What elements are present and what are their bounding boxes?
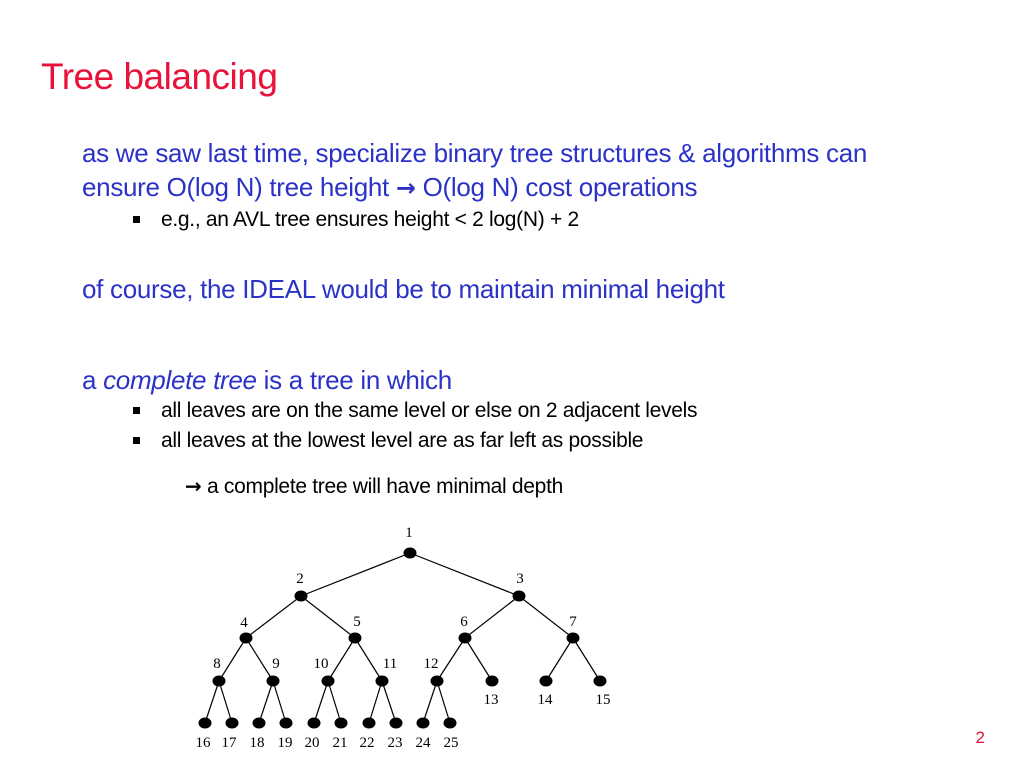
tree-node-label: 10 [313, 656, 329, 672]
tree-node [335, 718, 348, 729]
tree-node [376, 676, 389, 687]
tree-edge [546, 638, 573, 681]
tree-node-label: 12 [423, 656, 439, 672]
bullet-text: e.g., an AVL tree ensures height < 2 log(N) + 2 [161, 208, 579, 231]
tree-node [213, 676, 226, 687]
paragraph-line-2-end: O(log N) cost operations [415, 172, 698, 202]
conclusion-text: a complete tree will have minimal depth [201, 475, 563, 498]
tree-edge [205, 681, 219, 723]
tree-node-label: 20 [304, 735, 320, 751]
tree-node-label: 18 [249, 735, 265, 751]
tree-edge [465, 596, 519, 638]
tree-node-label: 22 [359, 735, 375, 751]
tree-node-label: 13 [483, 692, 499, 708]
tree-node [431, 676, 444, 687]
tree-node-label: 24 [415, 735, 431, 751]
tree-node-label: 11 [382, 656, 398, 672]
tree-node-label: 6 [460, 614, 468, 630]
tree-edge [328, 638, 355, 681]
tree-edge [573, 638, 600, 681]
tree-node [226, 718, 239, 729]
paragraph-line-1: as we saw last time, specialize binary tree structures & algorithms can [82, 138, 868, 168]
tree-node [444, 718, 457, 729]
tree-node-label: 25 [443, 735, 459, 751]
tree-node [513, 591, 526, 602]
tree-node-label: 14 [537, 692, 553, 708]
tree-node-label: 2 [296, 571, 304, 587]
tree-node [404, 548, 417, 559]
tree-node [486, 676, 499, 687]
tree-node-label: 17 [221, 735, 237, 751]
tree-edge [273, 681, 286, 723]
tree-edge [246, 596, 301, 638]
tree-edge [246, 638, 273, 681]
tree-node [459, 633, 472, 644]
tree-node-label: 8 [213, 656, 221, 672]
emphasis-term: complete tree [103, 365, 257, 395]
tree-node [240, 633, 253, 644]
tree-node [363, 718, 376, 729]
tree-node [322, 676, 335, 687]
tree-edge [423, 681, 437, 723]
tree-node [567, 633, 580, 644]
tree-node [280, 718, 293, 729]
tree-edge [219, 638, 246, 681]
tree-node-label: 16 [195, 735, 211, 751]
tree-node [417, 718, 430, 729]
tree-node [267, 676, 280, 687]
bullet-text: all leaves at the lowest level are as far left as possible [161, 429, 644, 452]
page-number: 2 [975, 728, 985, 747]
tree-edge [314, 681, 328, 723]
tree-node-label: 1 [405, 525, 413, 541]
tree-edge [382, 681, 396, 723]
right-arrow-icon: → [185, 474, 202, 498]
tree-edge [519, 596, 573, 638]
paragraph-text: is a tree in which [256, 365, 452, 395]
tree-node [199, 718, 212, 729]
tree-node-label: 23 [387, 735, 403, 751]
tree-edge [465, 638, 492, 681]
tree-edge [301, 553, 410, 596]
tree-edge [301, 596, 355, 638]
tree-edge [219, 681, 232, 723]
paragraph-text: a [82, 365, 104, 395]
tree-node [308, 718, 321, 729]
tree-node-label: 21 [332, 735, 348, 751]
tree-edge [437, 638, 465, 681]
tree-node-label: 7 [569, 614, 577, 630]
tree-edge [437, 681, 450, 723]
paragraph-ideal: of course, the IDEAL would be to maintain minimal height [82, 274, 725, 304]
tree-labels [196, 525, 611, 751]
tree-node [594, 676, 607, 687]
tree-node [540, 676, 553, 687]
tree-node [390, 718, 403, 729]
tree-edge [259, 681, 273, 723]
slide-title: Tree balancing [41, 56, 278, 97]
right-arrow-icon: → [395, 174, 416, 202]
tree-edge [328, 681, 341, 723]
tree-edge [355, 638, 382, 681]
tree-node-label: 5 [353, 614, 361, 630]
tree-node [295, 591, 308, 602]
tree-node-label: 9 [272, 656, 280, 672]
tree-node-label: 15 [595, 692, 611, 708]
tree-node [253, 718, 266, 729]
tree-node [349, 633, 362, 644]
tree-node-label: 4 [240, 615, 248, 631]
tree-node-label: 3 [516, 571, 524, 587]
paragraph-line-2-start: ensure O(log N) tree height [82, 172, 396, 202]
tree-edge [410, 553, 519, 596]
tree-node-label: 19 [277, 735, 293, 751]
bullet-text: all leaves are on the same level or else on 2 adjacent levels [161, 399, 698, 422]
tree-edge [369, 681, 382, 723]
